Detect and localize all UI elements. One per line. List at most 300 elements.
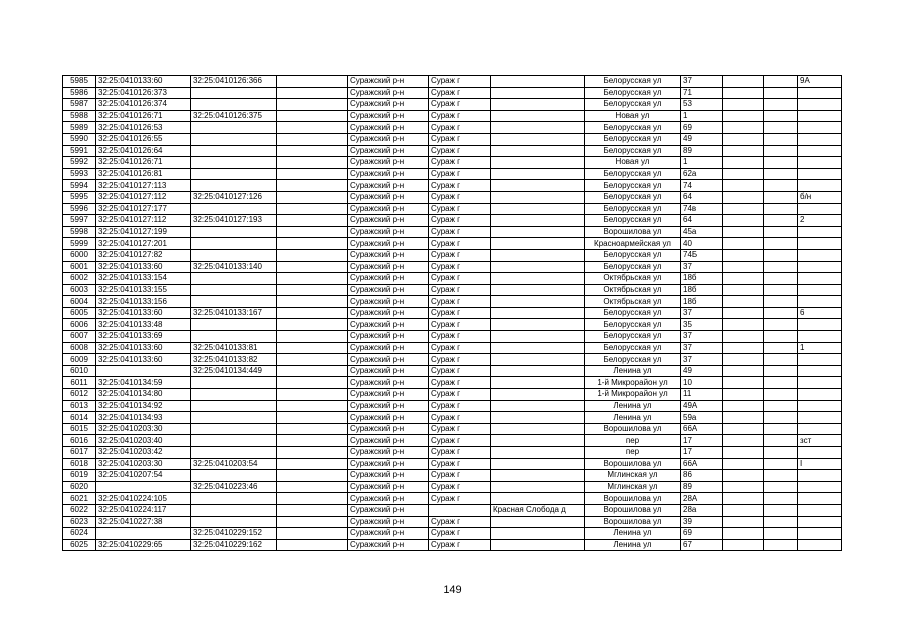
table-cell: 6019 [63,470,96,482]
table-cell: 10 [681,377,723,389]
table-cell: Сураж г [429,435,491,447]
table-row [63,377,842,389]
table-cell: Суражский р-н [348,365,429,377]
table-cell: 32:25:0410134:93 [96,412,191,424]
table-cell: 1 [798,342,842,354]
table-cell [491,261,585,273]
table-row [63,470,842,482]
table-cell: 66А [681,423,723,435]
table-cell [277,528,348,540]
table-row [63,133,842,145]
table-cell: 5998 [63,226,96,238]
table-cell [191,249,277,261]
table-cell [491,435,585,447]
table-cell [723,249,764,261]
table-row [63,76,842,88]
table-row [63,168,842,180]
table-cell [277,307,348,319]
table-cell [191,493,277,505]
table-cell: 6011 [63,377,96,389]
table-cell: Суражский р-н [348,516,429,528]
table-cell [798,377,842,389]
page-number: 149 [443,584,462,596]
table-row [63,319,842,331]
table-cell: 32:25:0410126:53 [96,122,191,134]
table-cell [723,504,764,516]
table-cell [798,133,842,145]
table-cell [191,226,277,238]
table-row [63,87,842,99]
table-cell [191,377,277,389]
table-cell: 32:25:0410126:375 [191,110,277,122]
table-cell: 32:25:0410133:156 [96,296,191,308]
table-cell: 32:25:0410126:366 [191,76,277,88]
table-cell: 32:25:0410133:60 [96,354,191,366]
table-cell [723,215,764,227]
table-cell: 32:25:0410203:54 [191,458,277,470]
table-cell [491,122,585,134]
table-cell: 32:25:0410133:60 [96,307,191,319]
table-cell [191,87,277,99]
table-cell: 49 [681,133,723,145]
table-cell: Белорусская ул [585,249,681,261]
table-cell: Сураж г [429,157,491,169]
table-cell [764,389,798,401]
table-cell [491,412,585,424]
table-row [63,447,842,459]
table-cell: 32:25:0410127:112 [96,215,191,227]
table-cell: Новая ул [585,110,681,122]
table-cell [764,481,798,493]
table-row [63,191,842,203]
table-cell [277,412,348,424]
table-cell [491,249,585,261]
table-cell [96,528,191,540]
table-cell [764,400,798,412]
table-row [63,354,842,366]
table-row [63,145,842,157]
table-cell: 6018 [63,458,96,470]
table-cell: Суражский р-н [348,458,429,470]
table-cell [191,273,277,285]
table-cell: 32:25:0410133:60 [96,342,191,354]
table-cell: Сураж г [429,458,491,470]
table-cell [191,296,277,308]
table-cell [764,493,798,505]
table-cell: 18б [681,284,723,296]
table-cell: Суражский р-н [348,76,429,88]
table-cell [764,99,798,111]
table-cell [191,203,277,215]
table-cell: Ленина ул [585,528,681,540]
table-cell [764,261,798,273]
table-cell [277,447,348,459]
table-row [63,412,842,424]
table-cell: 32:25:0410126:71 [96,110,191,122]
table-cell: Сураж г [429,319,491,331]
table-cell [723,470,764,482]
table-cell [723,273,764,285]
table-cell [723,435,764,447]
table-cell: Суражский р-н [348,539,429,551]
table-cell: 89 [681,145,723,157]
table-cell: 17 [681,447,723,459]
table-cell: Сураж г [429,447,491,459]
table-cell: Суражский р-н [348,435,429,447]
table-cell [491,493,585,505]
table-cell: Ворошилова ул [585,226,681,238]
table-cell: 32:25:0410223:46 [191,481,277,493]
table-cell [764,365,798,377]
table-cell: Суражский р-н [348,319,429,331]
table-cell: Белорусская ул [585,354,681,366]
table-cell: Белорусская ул [585,87,681,99]
table-row [63,273,842,285]
table-row [63,435,842,447]
table-cell: Сураж г [429,110,491,122]
table-cell: Суражский р-н [348,157,429,169]
table-cell: Суражский р-н [348,389,429,401]
table-cell [764,342,798,354]
table-cell: 32:25:0410203:30 [96,423,191,435]
table-cell [277,99,348,111]
table-cell: Суражский р-н [348,470,429,482]
table-cell [277,226,348,238]
table-cell [491,133,585,145]
table-cell: Сураж г [429,168,491,180]
table-cell [191,516,277,528]
table-cell: Сураж г [429,307,491,319]
table-cell: 32:25:0410126:55 [96,133,191,145]
table-cell [491,447,585,459]
table-cell [723,389,764,401]
table-cell [798,145,842,157]
table-cell: Сураж г [429,539,491,551]
table-cell [277,342,348,354]
table-cell [798,122,842,134]
table-cell [277,481,348,493]
table-cell: Белорусская ул [585,76,681,88]
table-cell: 5994 [63,180,96,192]
table-row [63,180,842,192]
table-cell [764,539,798,551]
table-cell: 5993 [63,168,96,180]
table-cell [191,423,277,435]
table-row [63,157,842,169]
table-cell: Суражский р-н [348,273,429,285]
table-cell [798,389,842,401]
table-cell [491,157,585,169]
table-cell: Суражский р-н [348,238,429,250]
table-cell [277,400,348,412]
table-cell: 32:25:0410133:155 [96,284,191,296]
table-cell [191,400,277,412]
table-row [63,365,842,377]
table-cell [277,168,348,180]
table-cell [764,528,798,540]
table-cell: 32:25:0410133:167 [191,307,277,319]
table-cell: Сураж г [429,238,491,250]
table-cell: 37 [681,307,723,319]
table-cell [723,133,764,145]
table-cell [798,365,842,377]
table-cell [277,516,348,528]
table-cell [798,238,842,250]
table-cell: Суражский р-н [348,342,429,354]
table-cell: Белорусская ул [585,203,681,215]
table-cell: 37 [681,76,723,88]
table-cell: 5991 [63,145,96,157]
table-cell: Сураж г [429,481,491,493]
table-cell [491,191,585,203]
table-cell [723,342,764,354]
table-cell [798,180,842,192]
table-row [63,423,842,435]
table-cell: Сураж г [429,180,491,192]
table-cell: Сураж г [429,249,491,261]
table-row [63,481,842,493]
table-cell [277,249,348,261]
table-cell: 6004 [63,296,96,308]
table-cell [491,470,585,482]
table-cell: Сураж г [429,528,491,540]
table-cell: Ленина ул [585,412,681,424]
table-cell [491,458,585,470]
table-cell: 32:25:0410227:38 [96,516,191,528]
table-cell: Сураж г [429,76,491,88]
table-cell [491,110,585,122]
table-cell [764,331,798,343]
table-cell [723,365,764,377]
table-row [63,99,842,111]
table-cell: Суражский р-н [348,447,429,459]
table-cell: Красная Слобода д [491,504,585,516]
table-cell: Новая ул [585,157,681,169]
table-cell [723,400,764,412]
table-cell [764,307,798,319]
table-cell [191,470,277,482]
table-cell: 32:25:0410133:60 [96,261,191,273]
table-cell: 6009 [63,354,96,366]
table-cell: Ворошилова ул [585,516,681,528]
table-cell [723,412,764,424]
table-cell: 32:25:0410203:42 [96,447,191,459]
table-cell [277,122,348,134]
table-cell [191,435,277,447]
table-cell [764,412,798,424]
table-cell [491,516,585,528]
table-cell [764,319,798,331]
table-row [63,226,842,238]
table-cell: 69 [681,122,723,134]
table-cell [764,168,798,180]
table-cell [764,516,798,528]
table-row [63,215,842,227]
table-cell [491,423,585,435]
table-cell [764,110,798,122]
table-cell [798,528,842,540]
table-cell: Сураж г [429,284,491,296]
table-cell [491,180,585,192]
table-cell: 32:25:0410229:162 [191,539,277,551]
table-cell [491,203,585,215]
table-row [63,307,842,319]
table-cell [191,122,277,134]
table-cell: 1 [681,110,723,122]
table-cell: Сураж г [429,226,491,238]
table-row [63,389,842,401]
table-cell: 6008 [63,342,96,354]
table-cell: 6024 [63,528,96,540]
table-cell [764,87,798,99]
table-cell: 2 [798,215,842,227]
table-cell: пер [585,447,681,459]
table-cell [277,215,348,227]
table-row [63,284,842,296]
table-cell: 86 [681,470,723,482]
table-cell: 5996 [63,203,96,215]
table-cell [491,226,585,238]
table-cell [764,423,798,435]
table-cell [798,493,842,505]
table-cell: Сураж г [429,296,491,308]
table-cell: 32:25:0410133:154 [96,273,191,285]
table-cell: Суражский р-н [348,249,429,261]
table-row [63,238,842,250]
table-cell [491,400,585,412]
table-cell: 32:25:0410133:140 [191,261,277,273]
table-cell: 37 [681,354,723,366]
table-cell [723,307,764,319]
table-cell [277,203,348,215]
table-cell: 32:25:0410126:81 [96,168,191,180]
table-cell: Белорусская ул [585,331,681,343]
table-cell [764,203,798,215]
table-cell: Сураж г [429,99,491,111]
table-cell: зст [798,435,842,447]
table-cell [798,87,842,99]
table-cell: 6023 [63,516,96,528]
table-cell [277,157,348,169]
table-cell [798,331,842,343]
table-cell: 32:25:0410126:64 [96,145,191,157]
table-cell: Суражский р-н [348,203,429,215]
table-cell [798,284,842,296]
table-cell [723,539,764,551]
table-cell [277,133,348,145]
table-cell: Суражский р-н [348,191,429,203]
table-cell [723,157,764,169]
table-cell: 6000 [63,249,96,261]
table-cell [798,319,842,331]
table-cell [491,528,585,540]
table-cell: 6003 [63,284,96,296]
table-cell: 6017 [63,447,96,459]
table-cell: 6025 [63,539,96,551]
table-cell: 32:25:0410134:59 [96,377,191,389]
table-cell [191,145,277,157]
table-cell: Суражский р-н [348,180,429,192]
table-cell: 37 [681,261,723,273]
table-cell [491,307,585,319]
table-cell: 45а [681,226,723,238]
table-cell [723,354,764,366]
table-row [63,122,842,134]
table-cell [491,342,585,354]
table-cell: 6020 [63,481,96,493]
table-cell [191,389,277,401]
table-cell: Белорусская ул [585,342,681,354]
table-cell: 6005 [63,307,96,319]
table-cell: Октябрьская ул [585,296,681,308]
table-cell [723,226,764,238]
table-cell: Сураж г [429,133,491,145]
table-cell [764,122,798,134]
table-cell [798,539,842,551]
table-cell: Сураж г [429,354,491,366]
table-cell [798,203,842,215]
table-cell [491,331,585,343]
table-cell [798,504,842,516]
table-cell: 5992 [63,157,96,169]
table-cell: Ленина ул [585,365,681,377]
table-cell [491,273,585,285]
table-cell: 6012 [63,389,96,401]
table-cell: 1 [681,157,723,169]
table-cell: Суражский р-н [348,331,429,343]
table-cell: пер [585,435,681,447]
table-cell [491,389,585,401]
table-cell: 32:25:0410127:177 [96,203,191,215]
table-cell [764,273,798,285]
table-cell: 6002 [63,273,96,285]
table-cell [764,504,798,516]
table-row [63,458,842,470]
table-cell: 32:25:0410127:112 [96,191,191,203]
table-cell: Суражский р-н [348,110,429,122]
table-cell [491,296,585,308]
table-cell [491,215,585,227]
table-cell: Сураж г [429,423,491,435]
table-row [63,261,842,273]
table-cell [764,435,798,447]
table-cell: Сураж г [429,331,491,343]
table-cell [191,331,277,343]
table-cell: 32:25:0410203:30 [96,458,191,470]
table-cell [96,481,191,493]
table-cell [723,331,764,343]
table-cell [798,296,842,308]
table-cell [723,423,764,435]
table-cell [191,412,277,424]
table-cell: Суражский р-н [348,412,429,424]
table-cell [798,400,842,412]
table-cell [798,447,842,459]
table-cell: 32:25:0410224:117 [96,504,191,516]
table-cell [491,76,585,88]
table-cell [277,365,348,377]
table-cell: 6022 [63,504,96,516]
table-cell: Сураж г [429,412,491,424]
table-cell [764,377,798,389]
table-cell [277,284,348,296]
table-cell [723,261,764,273]
table-cell [277,493,348,505]
table-cell [723,319,764,331]
table-cell [723,76,764,88]
table-cell: Белорусская ул [585,180,681,192]
table-cell: Октябрьская ул [585,273,681,285]
